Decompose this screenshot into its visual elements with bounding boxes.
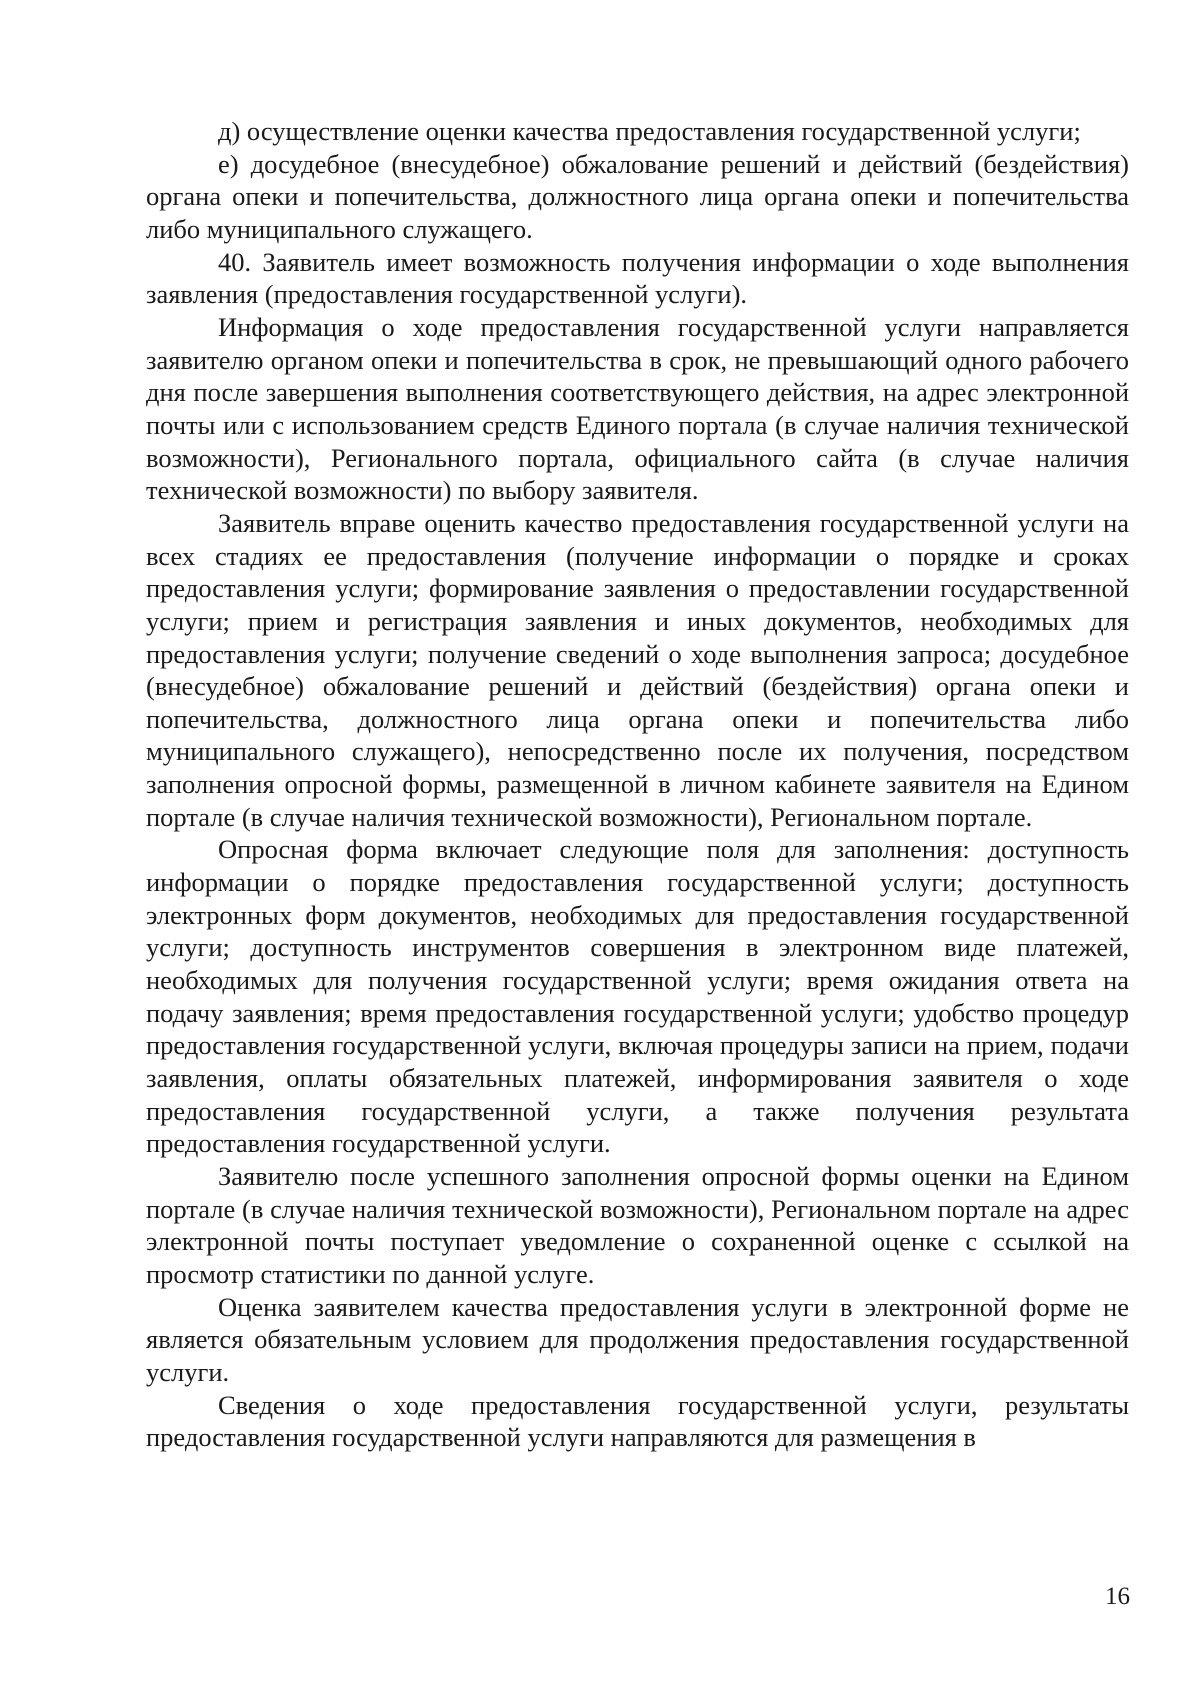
paragraph: Заявитель вправе оценить качество предоставления государственной услуги на всех стадиях ее предоставления (получение информации о порядке и сроках предоставления услуги; формирование заявления о предоставлении государственной услуги; прием и регистрация заявления и иных документов, необходимых для предоставления услуги; получение сведений о ходе выполнения запроса; досудебное (внесудебное) обжалование решений и действий (бездействия) органа опеки и попечительства, должностного лица органа опеки и попечительства либо муниципального служащего), непосредственно после их получения, посредством заполнения опросной формы, размещенной в личном кабинете заявителя на Едином портале (в случае наличия технической возможности), Региональном портале. [146,507,1129,832]
document-body [146,115,1129,1454]
paragraph: Заявителю после успешного заполнения опросной формы оценки на Едином портале (в случае наличия технической возможности), Региональном портале на адрес электронной почты поступает уведомление о сохраненной оценке с ссылкой на просмотр статистики по данной услуге. [146,1161,1129,1289]
paragraph: е) досудебное (внесудебное) обжалование решений и действий (бездействия) органа опеки и попечительства, должностного лица органа опеки и попечительства либо муниципального служащего. [146,148,1129,244]
paragraph: Сведения о ходе предоставления государственной услуги, результаты предоставления государственной услуги направляются для размещения в [146,1389,1129,1453]
paragraph: 40. Заявитель имеет возможность получения информации о ходе выполнения заявления (предоставления государственной услуги). [146,246,1129,310]
page-number: 16 [1105,1583,1130,1610]
paragraph: Опросная форма включает следующие поля для заполнения: доступность информации о порядке предоставления государственной услуги; доступность электронных форм документов, необходимых для предоставления государственной услуги; доступность инструментов совершения в электронном виде платежей, необходимых для получения государственной услуги; время ожидания ответа на подачу заявления; время предоставления государственной услуги; удобство процедур предоставления государственной услуги, включая процедуры записи на прием, подачи заявления, оплаты обязательных платежей, информирования заявителя о ходе предоставления государственной услуги, а также получения результата предоставления государственной услуги. [146,834,1129,1159]
paragraph: Оценка заявителем качества предоставления услуги в электронной форме не является обязательным условием для продолжения предоставления государственной услуги. [146,1291,1129,1387]
paragraph: Информация о ходе предоставления государственной услуги направляется заявителю органом опеки и попечительства в срок, не превышающий одного рабочего дня после завершения выполнения соответствующего действия, на адрес электронной почты или с использованием средств Единого портала (в случае наличия технической возможности), Регионального портала, официального сайта (в случае наличия технической возможности) по выбору заявителя. [146,311,1129,506]
paragraph: д) осуществление оценки качества предоставления государственной услуги; [218,116,1081,146]
